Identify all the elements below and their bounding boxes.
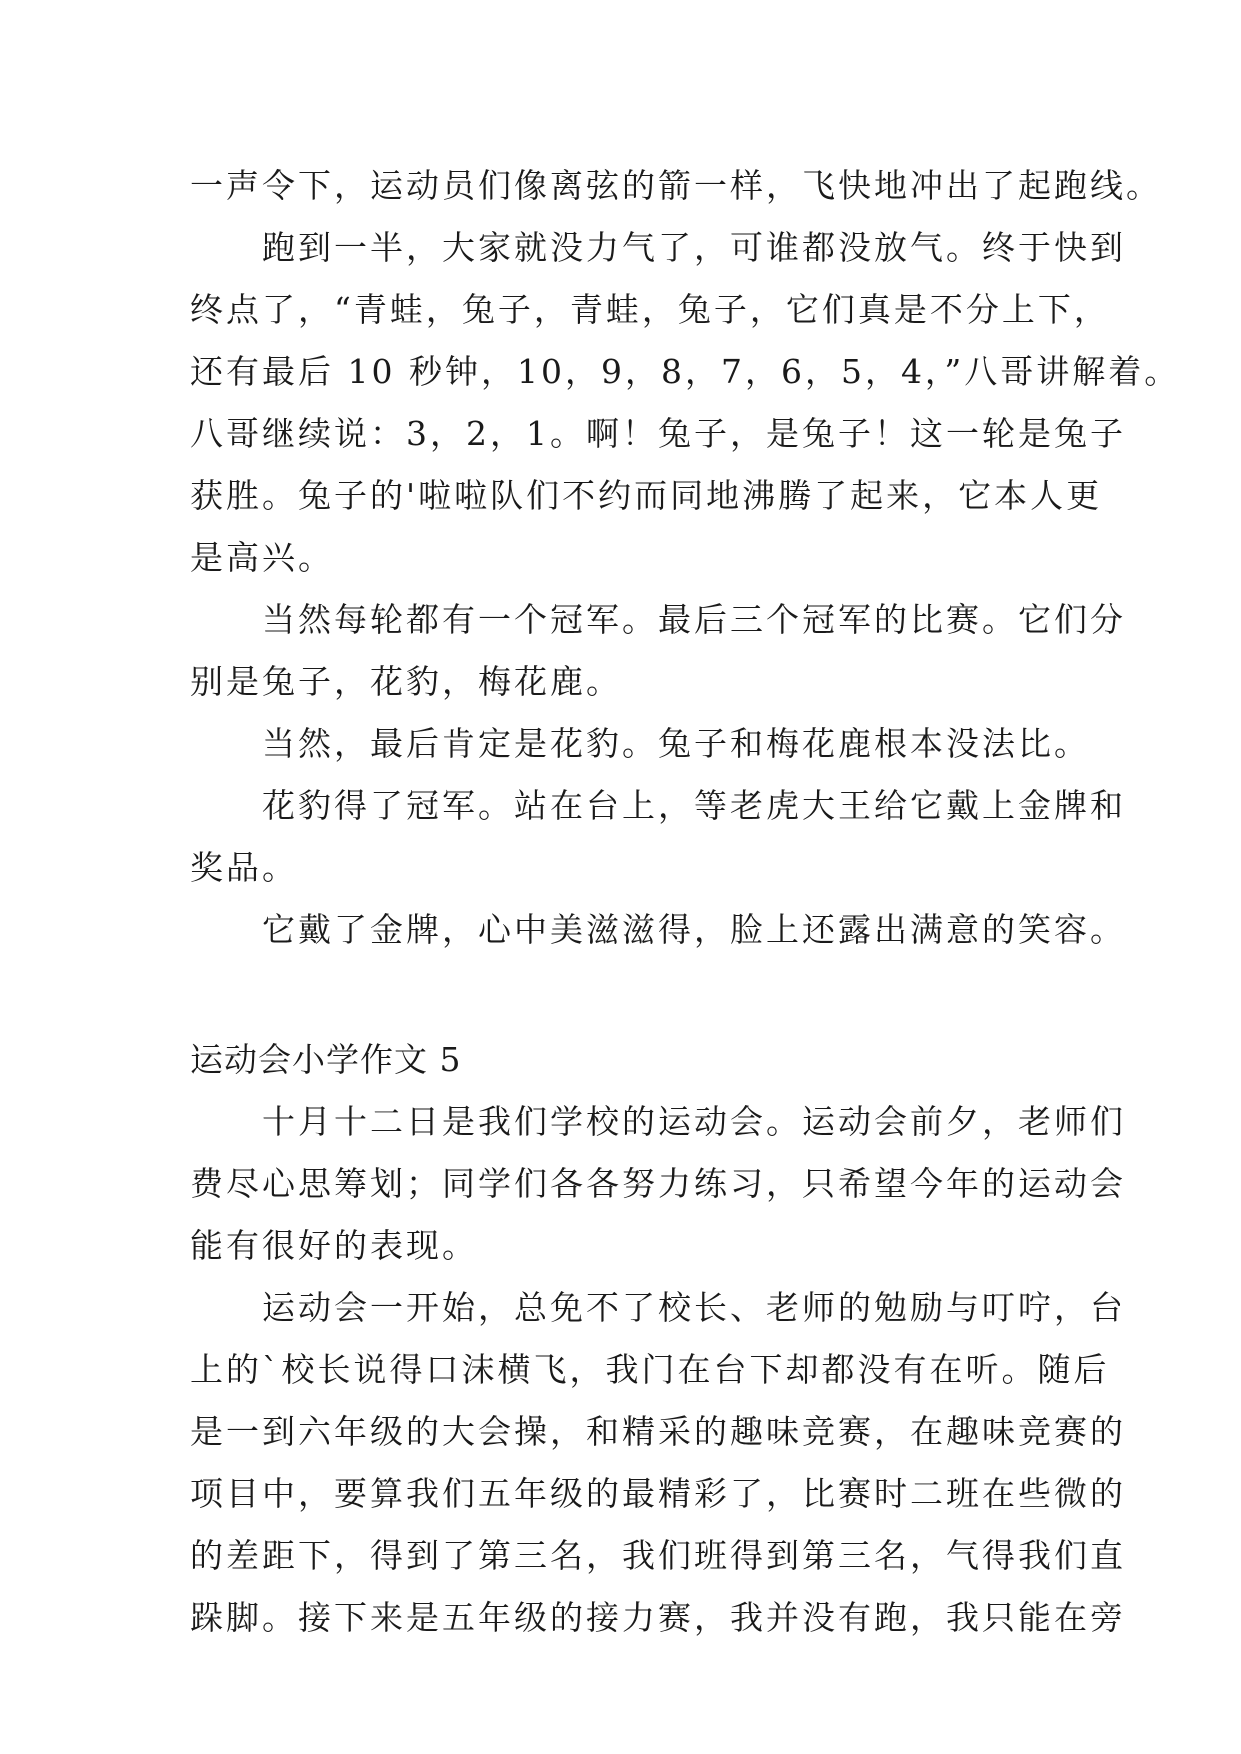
text-line: 八哥继续说：3，2，1。啊！兔子，是兔子！这一轮是兔子 <box>190 414 1126 453</box>
text-line: 别是兔子，花豹，梅花鹿。 <box>190 662 622 701</box>
text-line: 终点了，“青蛙，兔子，青蛙，兔子，它们真是不分上下， <box>190 290 1110 329</box>
text-line: 它戴了金牌，心中美滋滋得，脸上还露出满意的笑容。 <box>190 910 1126 949</box>
text-line: 跺脚。接下来是五年级的接力赛，我并没有跑，我只能在旁 <box>190 1598 1126 1637</box>
section-title: 运动会小学作文 5 <box>190 1040 462 1079</box>
text-line: 获胜。兔子的'啦啦队们不约而同地沸腾了起来，它本人更 <box>190 476 1103 515</box>
text-line: 当然每轮都有一个冠军。最后三个冠军的比赛。它们分 <box>190 600 1126 639</box>
text-line: 上的`校长说得口沫横飞，我门在台下却都没有在听。随后 <box>190 1350 1110 1389</box>
text-line: 跑到一半，大家就没力气了，可谁都没放气。终于快到 <box>190 228 1126 267</box>
text-line: 当然，最后肯定是花豹。兔子和梅花鹿根本没法比。 <box>190 724 1090 763</box>
text-line: 项目中，要算我们五年级的最精彩了，比赛时二班在些微的 <box>190 1474 1126 1513</box>
text-line: 费尽心思筹划；同学们各各努力练习，只希望今年的运动会 <box>190 1164 1126 1203</box>
text-line: 花豹得了冠军。站在台上，等老虎大王给它戴上金牌和 <box>190 786 1126 825</box>
text-line: 是高兴。 <box>190 538 334 577</box>
text-line: 运动会一开始，总免不了校长、老师的勉励与叮咛，台 <box>190 1288 1126 1327</box>
text-line: 十月十二日是我们学校的运动会。运动会前夕，老师们 <box>190 1102 1126 1141</box>
text-line: 是一到六年级的大会操，和精采的趣味竞赛，在趣味竞赛的 <box>190 1412 1126 1451</box>
text-line: 的差距下，得到了第三名，我们班得到第三名，气得我们直 <box>190 1536 1126 1575</box>
text-line: 一声令下，运动员们像离弦的箭一样，飞快地冲出了起跑线。 <box>190 166 1162 205</box>
text-line: 奖品。 <box>190 848 298 887</box>
text-line: 能有很好的表现。 <box>190 1226 478 1265</box>
text-line: 还有最后 10 秒钟，10，9，8，7，6，5，4，”八哥讲解着。 <box>190 352 1181 391</box>
